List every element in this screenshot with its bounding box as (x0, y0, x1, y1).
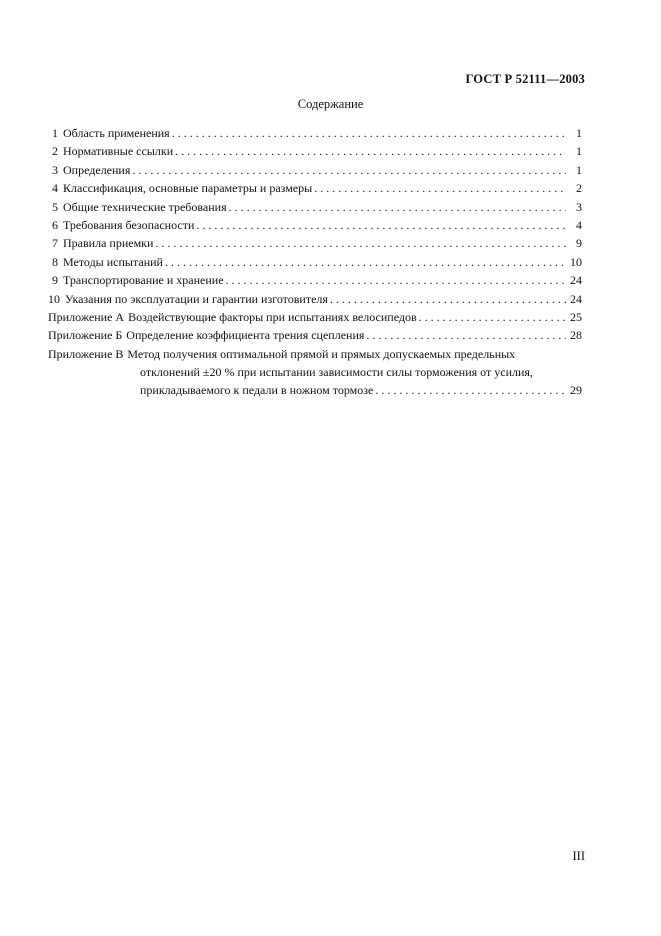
toc-entry[interactable] (48, 142, 582, 160)
dot-leader (196, 216, 566, 234)
toc-entry-page: 1 (576, 126, 582, 140)
toc-entry-page: 4 (576, 217, 582, 232)
appendix-label: Определение коэффициента трения сцепления (126, 328, 365, 343)
toc-entry-label: Классификация, основные параметры и размеры (63, 181, 313, 196)
dot-leader (366, 326, 566, 344)
dot-leader (330, 290, 566, 308)
toc-entry-page: 2 (576, 181, 582, 196)
toc-entry-label: Определения (63, 162, 131, 177)
toc-entry-page: 9 (576, 236, 582, 251)
toc-entry[interactable] (48, 161, 582, 179)
toc-entry-label: Транспортирование и хранение (63, 273, 224, 288)
toc-appendix-entry[interactable] (48, 326, 582, 344)
appendix-prefix: Приложение В (48, 346, 124, 361)
appendix-label: Воздействующие факторы при испытаниях велосипедов (128, 309, 417, 324)
toc-entry-number: 3 (52, 162, 58, 177)
toc-entry-number: 10 (48, 291, 60, 306)
toc-entry-number: 9 (52, 273, 58, 288)
toc-entry-page: 29 (570, 383, 582, 398)
appendix-label-line-2: отклонений ±20 % при испытании зависимости силы торможения от усилия, (140, 365, 533, 380)
toc-entry-number: 5 (52, 199, 58, 214)
table-of-contents (48, 124, 582, 400)
dot-leader (132, 161, 566, 179)
dot-leader (172, 124, 566, 142)
toc-entry-number: 4 (52, 181, 58, 196)
appendix-label-line-1: Метод получения оптимальной прямой и прямых допускаемых предельных (127, 346, 516, 361)
appendix-label-line-3: прикладываемого к педали в ножном тормозе (140, 383, 374, 398)
toc-entry-page: 10 (570, 254, 582, 269)
document-code: ГОСТ Р 52111—2003 (465, 72, 585, 86)
toc-entry-label: Методы испытаний (63, 254, 163, 269)
toc-entry-label: Указания по эксплуатации и гарантии изготовителя (65, 291, 328, 306)
toc-entry-page: 24 (570, 273, 582, 288)
toc-entry-page: 28 (570, 328, 582, 343)
toc-entry-number: 7 (52, 236, 58, 251)
toc-appendix-entry[interactable] (48, 308, 582, 326)
toc-entry-page: 25 (570, 309, 582, 324)
toc-entry-label: Правила приемки (63, 236, 154, 251)
toc-entry[interactable] (48, 124, 582, 142)
toc-entry-label: Общие технические требования (63, 199, 227, 214)
toc-entry-number: 8 (52, 254, 58, 269)
toc-title: Содержание (297, 97, 364, 111)
dot-leader (155, 234, 566, 252)
dot-leader (314, 179, 566, 197)
appendix-prefix: Приложение А (48, 309, 125, 324)
dot-leader (175, 142, 566, 160)
toc-entry-page: 1 (576, 162, 582, 177)
toc-appendix-entry[interactable] (48, 345, 582, 363)
dot-leader (375, 381, 566, 399)
toc-entry[interactable] (48, 179, 582, 197)
toc-entry-page: 1 (576, 144, 582, 159)
toc-entry-page: 3 (576, 199, 582, 214)
toc-entry-number: 2 (52, 144, 58, 159)
toc-appendix-continuation[interactable] (48, 381, 582, 399)
dot-leader (229, 198, 566, 216)
toc-entry-label: Область применения (63, 126, 170, 140)
toc-entry[interactable] (48, 253, 582, 271)
page-number: III (572, 849, 585, 863)
dot-leader (226, 271, 566, 289)
toc-appendix-continuation (48, 363, 582, 381)
toc-entry-number: 1 (52, 126, 58, 140)
toc-entry-page: 24 (570, 291, 582, 306)
toc-entry-number: 6 (52, 217, 58, 232)
toc-entry-label: Нормативные ссылки (63, 144, 174, 159)
toc-entry-label: Требования безопасности (63, 217, 195, 232)
toc-entry[interactable] (48, 234, 582, 252)
dot-leader (165, 253, 566, 271)
toc-entry[interactable] (48, 198, 582, 216)
appendix-prefix: Приложение Б (48, 328, 123, 343)
dot-leader (419, 308, 566, 326)
toc-entry[interactable] (48, 216, 582, 234)
toc-entry[interactable] (48, 290, 582, 308)
toc-entry[interactable] (48, 271, 582, 289)
